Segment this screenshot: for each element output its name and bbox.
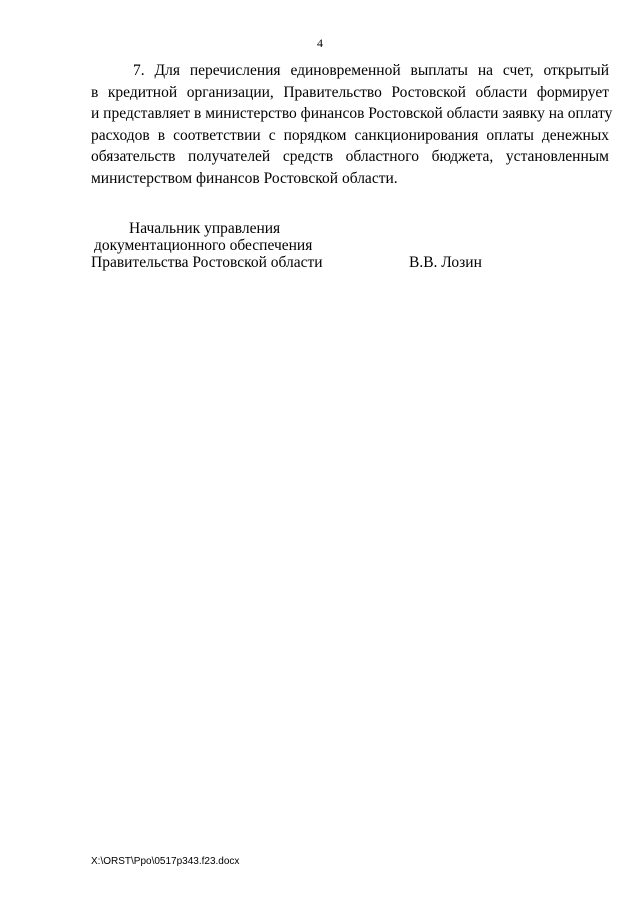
paragraph-line: министерством финансов Ростовской области.	[91, 169, 398, 187]
paragraph-line: в кредитной организации, Правительство Ростовской области формирует	[91, 83, 609, 101]
signature-block	[91, 220, 511, 271]
page-number: 4	[317, 36, 323, 50]
paragraph-7	[91, 60, 613, 189]
paragraph-line: 7. Для перечисления единовременной выплаты на счет, открытый	[133, 62, 609, 79]
paragraph-line: обязательств получателей средств областного бюджета, установленным	[91, 148, 609, 165]
signatory-position-line-1: Начальник управления	[129, 220, 281, 237]
signatory-position-line-2: документационного обеспечения	[94, 237, 313, 254]
signatory-position-line-3: Правительства Ростовской области	[91, 254, 323, 271]
signatory-name: В.В. Лозин	[409, 254, 482, 271]
footer-file-path: X:\ORST\Ppo\0517p343.f23.docx	[91, 856, 240, 867]
signatory-row	[91, 254, 511, 271]
paragraph-line: расходов в соответствии с порядком санкционирования оплаты денежных	[91, 126, 609, 144]
paragraph-line: и представляет в министерство финансов Ростовской области заявку на оплату	[91, 105, 613, 122]
